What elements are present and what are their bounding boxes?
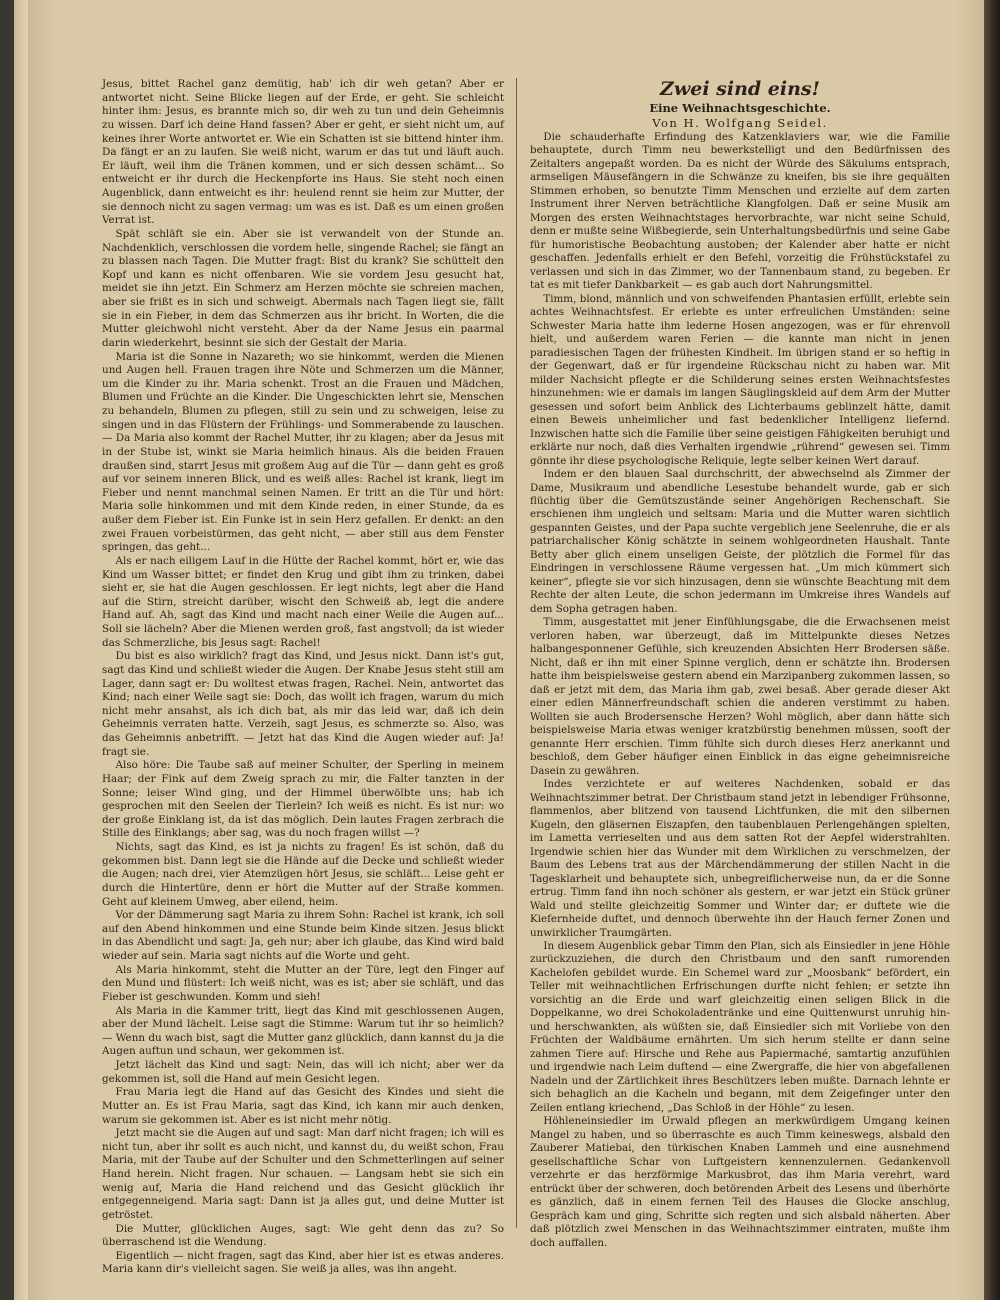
paragraph: Du bist es also wirklich? fragt das Kind, und Jesus nickt. Dann ist's gut, sagt das Kind und schließt wieder die Augen. Der Knabe Jesus steht still am Lager, dann sagt er: Du wolltest etwas fragen, Rachel. Nein, antwortet das Kind; nach einer Weile sagt sie: Doch, das wollt ich fragen, warum du mich nicht mehr ansahst, als ich dich bat, als mir das leid war, daß ich dein Geheimnis verraten hatte. Verzeih, sagt Jesus, es schmerzte so. Also, was das Geheimnis anbetrifft. — Jetzt hat das Kind die Augen wieder auf: Ja! fragt sie. xyxy=(102,650,504,758)
article-author: Von H. Wolfgang Seidel. xyxy=(652,115,828,130)
article-subtitle: Eine Weihnachtsgeschichte. xyxy=(649,100,831,115)
paragraph: Also höre: Die Taube saß auf meiner Schulter, der Sperling in meinem Haar; der Fink auf dem Zweig sprach zu mir, die Falter tanzten in der Sonne; leiser Wind ging, und der Himmel überwölbte uns; hab ich gesprochen mit den Seelen der Tierlein? Ich weiß es nicht. Es ist nur: wo der große Einklang ist, da ist das möglich. Dein lautes Fragen zerbrach die Stille des Einklangs; aber sag, was du noch fragen willst —? xyxy=(102,759,504,840)
paragraph: Timm, ausgestattet mit jener Einfühlungsgabe, die die Erwachsenen meist verloren haben, war überzeugt, daß im Mittelpunkte dieses Netzes halbangesponnener Gefühle, sich kreuzenden Absichten Herr Brodersen säße. Nicht, daß er ihn mit einer Spinne verglich, denn er schätzte ihn. Brodersen hatte ihm beispielsweise gestern abend ein Marzipanberg zukommen lassen, so daß er jetzt mit dem, das Maria ihm gab, zwei besaß. Aber gerade dieser Akt einer edlen Männerfreundschaft schien die anderen verstimmt zu haben. Wollten sie auch Brodersensche Herzen? Wohl möglich, aber dann hätte sich beispielsweise Maria etwas weniger kratzbürstig benehmen müssen, sooft der genannte Herr erschien. Timm fühlte sich durch dieses Herz anerkannt und beschloß, dem Geber häufiger einen Einblick in das eigne geheimnisreiche Dasein zu gewähren. xyxy=(530,616,950,777)
paragraph: Die Mutter, glücklichen Auges, sagt: Wie geht denn das zu? So überraschend ist die Wendung. xyxy=(102,1222,504,1249)
right-column xyxy=(530,78,950,1250)
paragraph: In diesem Augenblick gebar Timm den Plan, sich als Einsiedler in jene Höhle zurückzuziehen, die durch den Christbaum und den sanft rumorenden Kachelofen gebildet wurde. Ein Schemel ward zur „Moosbank“ befördert, ein Teller mit weihnachtlichen Erfrischungen durfte nicht fehlen; er setzte ihn vorsichtig an die Erde und warf gleichzeitig einen seligen Blick in die Doppelkanne, wo drei Schokoladentränke und eine Quittenwurst unruhig hin- und herschwankten, als wüßten sie, daß Einsiedler sich mit Vorliebe von den Früchten der Waldbäume ernährten. Um sich herum stellte er dann seine zahmen Tiere auf: Hirsche und Rehe aus Papiermaché, samtartig anzufühlen und irgendwie nach Leim duftend — eine Zwergraffe, die hier von abgefallenen Nadeln und der Zärtlichkeit ihres Beschützers leben mußte. Darnach lehnte er sich behaglich an die Kacheln und begann, mit dem Zeigefinger unter den Zeilen entlang kriechend, „Das Schloß in der Höhle“ zu lesen. xyxy=(530,939,950,1114)
book-spine xyxy=(984,0,1000,1300)
paragraph: Indem er den blauen Saal durchschritt, der abwechselnd als Zimmer der Dame, Musikraum und abendliche Lesestube behandelt wurde, gab er sich flüchtig über die Gemütszustände seiner Angehörigen Rechenschaft. Sie erschienen ihm ungleich und seltsam: Maria und die Mutter waren sichtlich gespannten Geistes, und der Papa suchte vergeblich jene Seelenruhe, die er als patriarchalischer König schätzte in seinem wohlgeordneten Haushalt. Tante Betty aber glich einem unseligen Geiste, der plötzlich die Formel für das Eindringen in verschlossene Räume vergessen hat. „Um mich kümmert sich keiner“, pflegte sie vor sich hinzusagen, denn sie wünschte Beachtung mit dem Rechte der alten Leute, die schon jedermann im Umkreise ihres Wandels auf dem Sopha getragen haben. xyxy=(530,468,950,615)
paragraph: Frau Maria legt die Hand auf das Gesicht des Kindes und sieht die Mutter an. Es ist Frau Maria, sagt das Kind, ich kann mir auch denken, warum sie gekommen ist. Aber es ist nicht mehr nötig. xyxy=(102,1086,504,1126)
paragraph: Timm, blond, männlich und von schweifenden Phantasien erfüllt, erlebte sein achtes Weihnachtsfest. Er erlebte es unter erfreulichen Umständen: seine Schwester Maria hatte ihm lederne Hosen angezogen, was er für ehrenvoll hielt, und außerdem waren Ferien — die kannte man nicht in jenen paradiesischen Tagen der frühesten Kindheit. Im übrigen stand er so heftig in der Gegenwart, daß er für irgendeine Rückschau nicht zu haben war. Mit milder Nachsicht pflegte er die Schilderung seines ersten Weihnachtsfestes hinzunehmen: wie er damals im langen Säuglingskleid auf dem Arm der Mutter gesessen und sofort beim Anblick des Lichterbaums geblinzelt hätte, damit einen Beweis unheimlicher und fast bedenklicher Intelligenz liefernd. Inzwischen hatte sich die Familie über seine geistigen Fähigkeiten beruhigt und erklärte nur noch, daß dies Verhalten irgendwie „rührend“ gewesen sei. Timm gönnte ihr diese psychologische Reliquie, legte selber keinen Wert darauf. xyxy=(530,292,950,467)
paragraph: Indes verzichtete er auf weiteres Nachdenken, sobald er das Weihnachtszimmer betrat. Der Christbaum stand jetzt in lebendiger Frühsonne, flammenlos, aber blitzend von tausend Lichtfunken, die mit den silbernen Kugeln, den gläsernen Eiszapfen, den taubenblauen Perlengehängen spielten, im Lametta verrieselten und aus dem satten Rot der Aepfel widerstrahlten. Irgendwie schien hier das Wunder mit dem Wirklichen zu verschmelzen, der Baum des Lebens trat aus der Märchendämmerung der stillen Nacht in die Tagesklarheit und behauptete sich, unbegreiflicherweise nun, da er die Sonne ertrug. Timm fand ihn noch schöner als gestern, er war jetzt ein Stück grüner Wald und stellte gleichzeitig Sommer und Winter dar; er duftete wie die Kiefernheide duftet, und dennoch überwehte ihn der Hauch ferner Zonen und unwirklicher Traumgärten. xyxy=(530,778,950,939)
article-title: Zwei sind eins! xyxy=(660,78,820,100)
page-left-edge xyxy=(14,0,28,1300)
paragraph: Jetzt macht sie die Augen auf und sagt: Man darf nicht fragen; ich will es nicht tun, aber ihr sollt es auch nicht, und kannst du, du weißt schon, Frau Maria, mit der Taube auf der Schulter und den Schmetterlingen auf seiner Hand herein. Nicht fragen. Nur schauen. — Langsam hebt sie sich ein wenig auf, Maria die Hand reichend und das Gesicht glücklich ihr entgegenneigend. Maria sagt: Dann ist ja alles gut, und deine Mutter ist getröstet. xyxy=(102,1127,504,1221)
paragraph: Vor der Dämmerung sagt Maria zu ihrem Sohn: Rachel ist krank, ich soll auf den Abend hinkommen und eine Stunde beim Kinde sitzen. Jesus blickt in das Abendlicht und sagt: Ja, geh nur; aber ich glaube, das Kind wird bald wieder auf sein. Maria sagt nichts auf die Worte und geht. xyxy=(102,909,504,962)
paragraph: Jetzt lächelt das Kind und sagt: Nein, das will ich nicht; aber wer da gekommen ist, soll die Hand auf mein Gesicht legen. xyxy=(102,1059,504,1085)
paragraph: Höhleneinsiedler im Urwald pflegen an merkwürdigem Umgang keinen Mangel zu haben, und so überraschte es auch Timm keineswegs, alsbald den Zauberer Matiebai, den türkischen Knaben Lammeh und eine ausnehmend gesellschaftliche Schar von Luftgeistern kennenzulernen. Gedankenvoll verzehrte er das herzförmige Markusbrot, das ihm Maria verehrt, ward entrückt über der schweren, doch betörenden Arbeit des Lesens und überhörte es gänzlich, daß in einem fernen Teil des Hauses die Glocke anschlug, Gespräch kam und ging, Schritte sich regten und sich alsbald näherten. Aber daß plötzlich zwei Menschen in das Weihnachtszimmer eintraten, mußte ihm doch auffallen. xyxy=(530,1115,950,1249)
paragraph: Spät schläft sie ein. Aber sie ist verwandelt von der Stunde an. Nachdenklich, verschlossen die vordem helle, singende Rachel; sie fängt an zu blassen nach Tagen. Die Mutter fragt: Bist du krank? Sie schüttelt den Kopf und kann es nicht offenbaren. Wie sie vordem Jesu gesucht hat, meidet sie ihn jetzt. Ein Schmerz am Herzen möchte sie schreien machen, aber sie frißt es in sich und schweigt. Abermals nach Tagen liegt sie, fällt sie in ein Fieber, in dem das Schmerzen aus ihr bricht. In Worten, die die Mutter gleichwohl nicht versteht. Aber da der Name Jesus ein paarmal darin wiederkehrt, besinnt sie sich der Gestalt der Maria. xyxy=(102,227,504,349)
paragraph: Die schauderhafte Erfindung des Katzenklaviers war, wie die Familie behauptete, durch Timm neu bewerkstelligt und den Bedürfnissen des Zeitalters angepaßt worden. Da es nicht der Würde des Säkulums entsprach, armseligen Mäusefängern in die Schwänze zu kneifen, bis sie ihre gequälten Stimmen erhoben, so benutzte Timm Menschen und erzielte auf dem zarten Instrument ihrer Nerven beträchtliche Klangfolgen. Daß er seine Musik am Morgen des ersten Weihnachtstages hervorbrachte, war nicht seine Schuld, denn er mußte seine Wißbegierde, sein Unterhaltungsbedürfnis und seine Gabe für humoristische Beobachtung austoben; der Kalender aber hatte er nicht geschaffen. Jedenfalls erhielt er den Befehl, vorzeitig die Frühstückstafel zu verlassen und sich in das Zimmer, wo der Tannenbaum stand, zu begeben. Er tat es mit tiefer Dankbarkeit — es gab auch dort Nahrungsmittel. xyxy=(530,130,950,292)
paragraph: Nichts, sagt das Kind, es ist ja nichts zu fragen! Es ist schön, daß du gekommen bist. Dann legt sie die Hände auf die Decke und schließt wieder die Augen; nach drei, vier Atemzügen hört Jesus, sie schläft... Leise geht er durch die Hintertüre, denn er hört die Mutter auf der Straße kommen. Geht auf kleinem Umweg, aber eilend, heim. xyxy=(102,841,504,908)
paragraph: Jesus, bittet Rachel ganz demütig, hab' ich dir weh getan? Aber er antwortet nicht. Seine Blicke liegen auf der Erde, er geht. Sie schleicht hinter ihm: Jesus, es brannte mich so, dir weh zu tun und dein Geheimnis zu wissen. Darf ich deine Hand fassen? Aber er geht, er sieht nicht um, auf keines ihrer Worte antwortet er. Wie ein Schatten ist sie bittend hinter ihm. Da fängt er an zu laufen. Sie weiß nicht, warum er das tut und läuft auch. Er läuft, weil ihm die Tränen kommen, und er sich dessen schämt... So entweicht er ihr durch die Heckenpforte ins Haus. Sie steht noch einen Augenblick, dann entweicht es ihr: heulend rennt sie heim zur Mutter, der sie dennoch nicht zu sagen vermag: um was es ist. Daß es um einen großen Verrat ist. xyxy=(102,78,504,227)
paragraph: Maria ist die Sonne in Nazareth; wo sie hinkommt, werden die Mienen und Augen hell. Frauen tragen ihre Nöte und Schmerzen um die Männer, um die Kinder zu ihr. Maria schenkt. Trost an die Frauen und Mädchen, Blumen und Früchte an die Kinder. Die Ungeschickten lehrt sie, Menschen zu behandeln, Blumen zu pflegen, still zu sein und zu schweigen, leise zu singen und in das Flüstern der Frühlings- und Sommerabende zu lauschen. — Da Maria also kommt der Rachel Mutter, ihr zu klagen; aber da Jesus mit in der Stube ist, winkt sie Maria heimlich hinaus. Als die beiden Frauen draußen sind, starrt Jesus mit großem Aug auf die Tür — dann geht es groß auf vor seinem inneren Blick, und es weiß alles: Rachel ist krank, liegt im Fieber und nennt manchmal seinen Namen. Er tritt an die Tür und hört: Maria solle hinkommen und mit dem Kinde reden, in einer Stunde, da es außer dem Fieber ist. Ein Funke ist in sein Herz gefallen. Er denkt: an den zwei Frauen vorbeistürmen, das geht nicht, — aber still aus dem Fenster springen, das geht... xyxy=(102,350,504,554)
left-column xyxy=(102,78,504,1277)
paragraph: Als er nach eiligem Lauf in die Hütte der Rachel kommt, hört er, wie das Kind um Wasser bittet; er findet den Krug und gibt ihm zu trinken, dabei sieht er, sie hat die Augen geschlossen. Er legt nichts, legt aber die Hand auf die Stirn, streicht darüber, wischt den Schweiß ab, legt die andere Hand auf. Ah, sagt das Kind und macht nach einer Weile die Augen auf... Soll sie lächeln? Aber die Mienen werden groß, fast angstvoll; da ist wieder das Schmerzliche, bis Jesus sagt: Rachel! xyxy=(102,554,504,649)
newspaper-page xyxy=(14,0,994,1300)
paragraph: Eigentlich — nicht fragen, sagt das Kind, aber hier ist es etwas anderes. Maria kann dir's vielleicht sagen. Sie weiß ja alles, was ihn angeht. xyxy=(102,1249,504,1276)
column-divider xyxy=(516,78,517,1228)
paragraph: Als Maria in die Kammer tritt, liegt das Kind mit geschlossenen Augen, aber der Mund lächelt. Leise sagt die Stimme: Warum tut ihr so heimlich? — Wenn du wach bist, sagt die Mutter ganz glücklich, dann kannst du ja die Augen auftun und schaun, wer gekommen ist. xyxy=(102,1004,504,1058)
paragraph: Als Maria hinkommt, steht die Mutter an der Türe, legt den Finger auf den Mund und flüstert: Ich weiß nicht, was es ist; aber sie schläft, und das Fieber ist geschwunden. Komm und sieh! xyxy=(102,963,504,1003)
